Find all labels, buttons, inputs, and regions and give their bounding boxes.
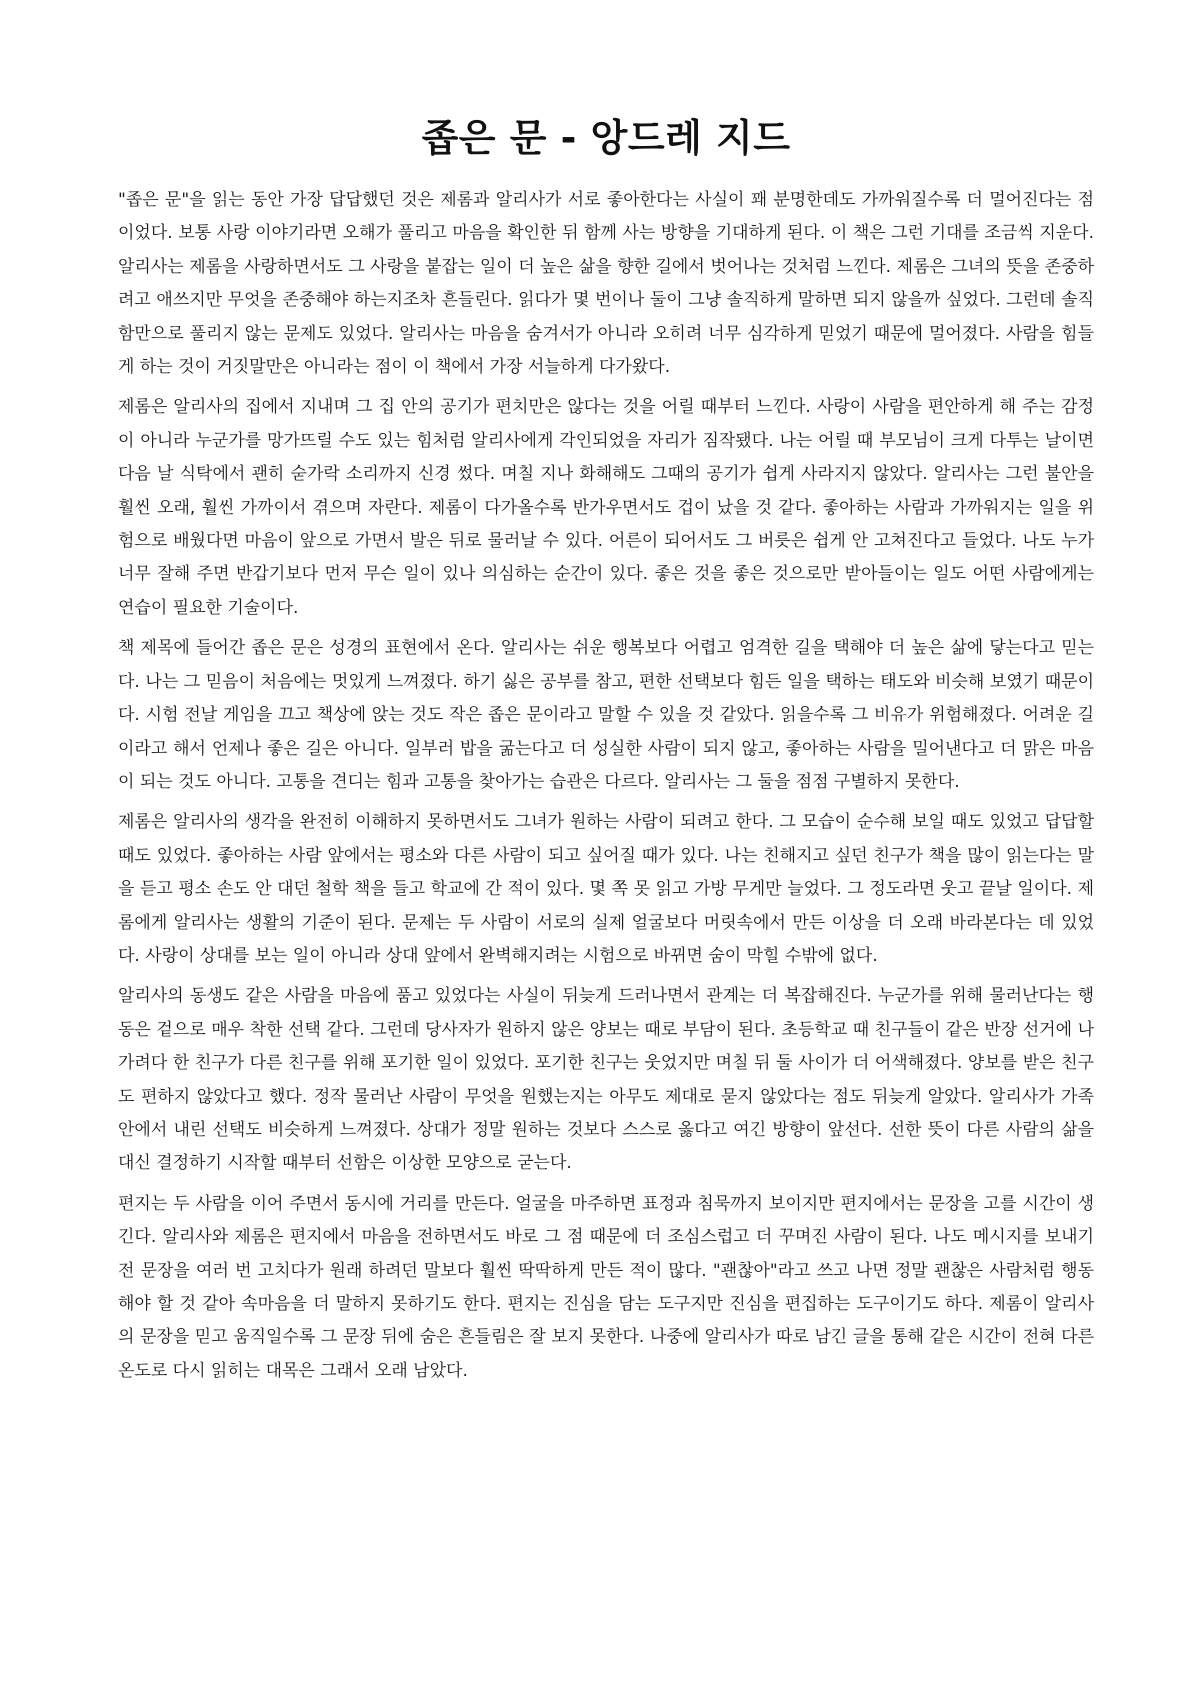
paragraph: "좁은 문"을 읽는 동안 가장 답답했던 것은 제롬과 알리사가 서로 좋아한다는 사실이 꽤 분명한데도 가까워질수록 더 멀어진다는 점이었다. 보통 사랑 이야기라면 오해가 풀리고 마음을 확인한 뒤 함께 사는 방향을 기대하게 된다. 이 책은 그런 기대를 조금씩 지운다. 알리사는 제롬을 사랑하면서도 그 사랑을 붙잡는 일이 더 높은 삶을 향한 길에서 벗어나는 것처럼 느낀다. 제롬은 그녀의 뜻을 존중하려고 애쓰지만 무엇을 존중해야 하는지조차 흔들린다. 읽다가 몇 번이나 둘이 그냥 솔직하게 말하면 되지 않을까 싶었다. 그런데 솔직함만으로 풀리지 않는 문제도 있었다. 알리사는 마음을 숨겨서가 아니라 오히려 너무 심각하게 믿었기 때문에 멀어졌다. 사람을 힘들게 하는 것이 거짓말만은 아니라는 점이 이 책에서 가장 서늘하게 다가왔다. (118, 190, 1094, 378)
paragraph: 알리사의 동생도 같은 사람을 마음에 품고 있었다는 사실이 뒤늦게 드러나면서 관계는 더 복잡해진다. 누군가를 위해 물러난다는 행동은 겉으로 매우 착한 선택 같다. 그런데 당사자가 원하지 않은 양보는 때로 부담이 된다. 초등학교 때 친구들이 같은 반장 선거에 나가려다 한 친구가 다른 친구를 위해 포기한 일이 있었다. 포기한 친구는 웃었지만 며칠 뒤 둘 사이가 더 어색해졌다. 양보를 받은 친구도 편하지 않았다고 했다. 정작 물러난 사람이 무엇을 원했는지는 아무도 제대로 묻지 않았다는 점도 뒤늦게 알았다. 알리사가 가족 안에서 내린 선택도 비슷하게 느껴졌다. 상대가 정말 원하는 것보다 스스로 옳다고 여긴 방향이 앞선다. 선한 뜻이 다른 사람의 삶을 대신 결정하기 시작할 때부터 선함은 이상한 모양으로 굳는다. (118, 986, 1094, 1174)
document-body (118, 184, 1094, 1388)
document-title: 좁은 문 - 앙드레 지드 (421, 116, 791, 160)
paragraph: 책 제목에 들어간 좁은 문은 성경의 표현에서 온다. 알리사는 쉬운 행복보다 어렵고 엄격한 길을 택해야 더 높은 삶에 닿는다고 믿는다. 나는 그 믿음이 처음에는 멋있게 느껴졌다. 하기 싫은 공부를 참고, 편한 선택보다 힘든 일을 택하는 태도와 비슷해 보였기 때문이다. 시험 전날 게임을 끄고 책상에 앉는 것도 작은 좁은 문이라고 말할 수 있을 것 같았다. 읽을수록 그 비유가 위험해졌다. 어려운 길이라고 해서 언제나 좋은 길은 아니다. 일부러 밥을 굶는다고 더 성실한 사람이 되지 않고, 좋아하는 사람을 밀어낸다고 더 맑은 마음이 되는 것도 아니다. 고통을 견디는 힘과 고통을 찾아가는 습관은 다르다. 알리사는 그 둘을 점점 구별하지 못한다. (118, 638, 1094, 792)
paragraph: 제롬은 알리사의 집에서 지내며 그 집 안의 공기가 편치만은 않다는 것을 어릴 때부터 느낀다. 사랑이 사람을 편안하게 해 주는 감정이 아니라 누군가를 망가뜨릴 수도 있는 힘처럼 알리사에게 각인되었을 자리가 짐작됐다. 나는 어릴 때 부모님이 크게 다투는 날이면 다음 날 식탁에서 괜히 숟가락 소리까지 신경 썼다. 며칠 지나 화해해도 그때의 공기가 쉽게 사라지지 않았다. 알리사는 그런 불안을 훨씬 오래, 훨씬 가까이서 겪으며 자란다. 제롬이 다가올수록 반가우면서도 겁이 났을 것 같다. 좋아하는 사람과 가까워지는 일을 위험으로 배웠다면 마음이 앞으로 가면서 발은 뒤로 물러날 수 있다. 어른이 되어서도 그 버릇은 쉽게 안 고쳐진다고 들었다. 나도 누가 너무 잘해 주면 반갑기보다 먼저 무슨 일이 있나 의심하는 순간이 있다. 좋은 것을 좋은 것으로만 받아들이는 일도 어떤 사람에게는 연습이 필요한 기술이다. (118, 397, 1094, 618)
paragraph: 편지는 두 사람을 이어 주면서 동시에 거리를 만든다. 얼굴을 마주하면 표정과 침묵까지 보이지만 편지에서는 문장을 고를 시간이 생긴다. 알리사와 제롬은 편지에서 마음을 전하면서도 바로 그 점 때문에 더 조심스럽고 더 꾸며진 사람이 된다. 나도 메시지를 보내기 전 문장을 여러 번 고치다가 원래 하려던 말보다 훨씬 딱딱하게 만든 적이 많다. "괜찮아"라고 쓰고 나면 정말 괜찮은 사람처럼 행동해야 할 것 같아 속마음을 더 말하지 못하기도 한다. 편지는 진심을 담는 도구지만 진심을 편집하는 도구이기도 하다. 제롬이 알리사의 문장을 믿고 움직일수록 그 문장 뒤에 숨은 흔들림은 잘 보지 못한다. 나중에 알리사가 따로 남긴 글을 통해 같은 시간이 전혀 다른 온도로 다시 읽히는 대목은 그래서 오래 남았다. (118, 1193, 1094, 1381)
paragraph: 제롬은 알리사의 생각을 완전히 이해하지 못하면서도 그녀가 원하는 사람이 되려고 한다. 그 모습이 순수해 보일 때도 있었고 답답할 때도 있었다. 좋아하는 사람 앞에서는 평소와 다른 사람이 되고 싶어질 때가 있다. 나는 친해지고 싶던 친구가 책을 많이 읽는다는 말을 듣고 평소 손도 안 대던 철학 책을 들고 학교에 간 적이 있다. 몇 쪽 못 읽고 가방 무게만 늘었다. 그 정도라면 웃고 끝날 일이다. 제롬에게 알리사는 생활의 기준이 된다. 문제는 두 사람이 서로의 실제 얼굴보다 머릿속에서 만든 이상을 더 오래 바라본다는 데 있었다. 사랑이 상대를 보는 일이 아니라 상대 앞에서 완벽해지려는 시험으로 바뀌면 숨이 막힐 수밖에 없다. (118, 812, 1094, 966)
